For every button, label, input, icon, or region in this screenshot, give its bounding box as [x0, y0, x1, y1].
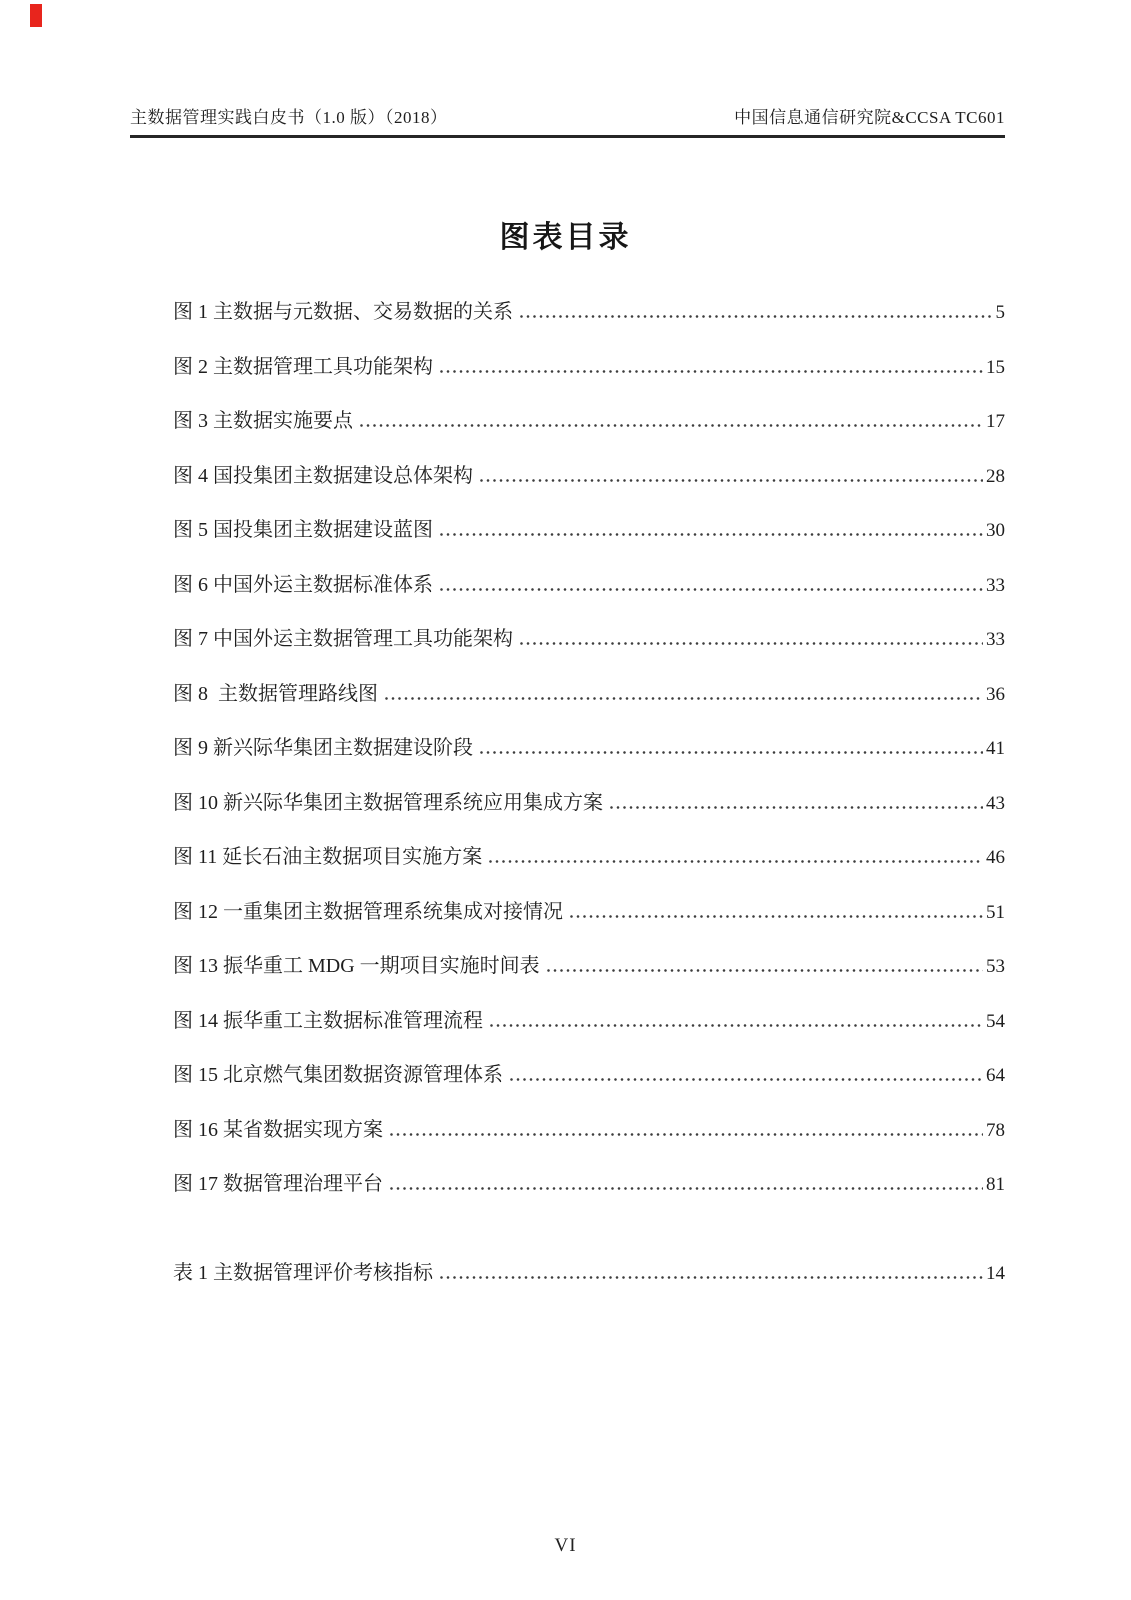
- figure-toc-list: [130, 290, 1005, 1217]
- dot-leader: [520, 641, 983, 645]
- dot-leader: [390, 1186, 983, 1190]
- toc-entry: [130, 1162, 1005, 1217]
- toc-entry: [130, 454, 1005, 509]
- toc-entry-label: 图 15 北京燃气集团数据资源管理体系: [173, 1064, 503, 1086]
- toc-entry-label: 图 1 主数据与元数据、交易数据的关系: [173, 301, 513, 323]
- header-right-title: 中国信息通信研究院&CCSA TC601: [734, 108, 1005, 127]
- dot-leader: [440, 369, 983, 373]
- toc-entry-label: 图 14 振华重工主数据标准管理流程: [173, 1009, 483, 1032]
- toc-entry-page: 46: [986, 847, 1005, 868]
- toc-entry-page: 33: [986, 629, 1005, 650]
- toc-entry-label: 图 9 新兴际华集团主数据建设阶段: [173, 737, 473, 759]
- toc-entry-label: 图 11 延长石油主数据项目实施方案: [173, 846, 483, 868]
- dot-leader: [360, 423, 983, 427]
- toc-entry: [130, 835, 1005, 890]
- dot-leader: [480, 478, 983, 482]
- toc-entry: [130, 890, 1005, 945]
- dot-leader: [510, 1077, 983, 1081]
- toc-entry-page: 5: [995, 302, 1005, 323]
- toc-entry-label: 图 4 国投集团主数据建设总体架构: [173, 464, 473, 487]
- toc-entry-page: 51: [986, 901, 1005, 923]
- toc-entry: [130, 1251, 1005, 1306]
- toc-entry: [130, 999, 1005, 1054]
- toc-entry-label: 图 8 主数据管理路线图: [173, 682, 378, 705]
- toc-entry: [130, 290, 1005, 345]
- toc-entry: [130, 508, 1005, 563]
- toc-entry-label: 图 10 新兴际华集团主数据管理系统应用集成方案: [173, 791, 603, 814]
- toc-entry: [130, 617, 1005, 672]
- toc-entry-page: 36: [986, 683, 1005, 705]
- toc-entry-label: 图 2 主数据管理工具功能架构: [173, 355, 433, 378]
- toc-entry: [130, 944, 1005, 999]
- toc-entry-page: 81: [986, 1174, 1005, 1195]
- dot-leader: [440, 587, 983, 591]
- toc-entry-page: 53: [986, 956, 1005, 977]
- toc-entry-page: 28: [986, 465, 1005, 487]
- toc-entry-label: 图 12 一重集团主数据管理系统集成对接情况: [173, 900, 563, 923]
- toc-entry-page: 41: [986, 738, 1005, 759]
- toc-entry-page: 43: [986, 792, 1005, 814]
- toc-entry-page: 17: [986, 411, 1005, 432]
- toc-entry-label: 图 16 某省数据实现方案: [173, 1118, 383, 1141]
- toc-entry-page: 54: [986, 1010, 1005, 1032]
- toc-entry: [130, 1108, 1005, 1163]
- toc-entry-page: 14: [986, 1263, 1005, 1284]
- page-number: VI: [554, 1535, 577, 1556]
- toc-entry-page: 78: [986, 1119, 1005, 1141]
- toc-entry-page: 30: [986, 520, 1005, 541]
- toc-entry-page: 33: [986, 574, 1005, 596]
- page-header: [130, 103, 1005, 138]
- toc-entry: [130, 399, 1005, 454]
- toc-entry: [130, 563, 1005, 618]
- toc-entry-page: 15: [986, 356, 1005, 378]
- toc-entry: [130, 781, 1005, 836]
- dot-leader: [390, 1132, 983, 1136]
- page-title: 图表目录: [499, 221, 632, 254]
- red-marker-icon: [30, 4, 42, 27]
- dot-leader: [490, 1023, 983, 1027]
- toc-entry-label: 图 6 中国外运主数据标准体系: [173, 573, 433, 596]
- dot-leader: [385, 696, 983, 700]
- dot-leader: [480, 750, 983, 754]
- table-toc-list: [130, 1251, 1005, 1306]
- dot-leader: [440, 532, 983, 536]
- toc-entry-page: 64: [986, 1065, 1005, 1086]
- dot-leader: [547, 968, 983, 972]
- dot-leader: [520, 314, 993, 318]
- dot-leader: [570, 914, 983, 918]
- toc-entry: [130, 726, 1005, 781]
- toc-entry: [130, 672, 1005, 727]
- toc-entry: [130, 345, 1005, 400]
- toc-entry-label: 图 17 数据管理治理平台: [173, 1173, 383, 1195]
- dot-leader: [610, 805, 983, 809]
- toc-entry-label: 图 3 主数据实施要点: [173, 410, 353, 432]
- header-left-title: 主数据管理实践白皮书（1.0 版）（2018）: [130, 108, 448, 127]
- toc-entry-label: 图 13 振华重工 MDG 一期项目实施时间表: [173, 955, 540, 977]
- dot-leader: [440, 1275, 983, 1279]
- toc-entry: [130, 1053, 1005, 1108]
- toc-entry-label: 表 1 主数据管理评价考核指标: [173, 1262, 433, 1284]
- toc-entry-label: 图 7 中国外运主数据管理工具功能架构: [173, 628, 513, 650]
- dot-leader: [489, 859, 983, 863]
- toc-entry-label: 图 5 国投集团主数据建设蓝图: [173, 519, 433, 541]
